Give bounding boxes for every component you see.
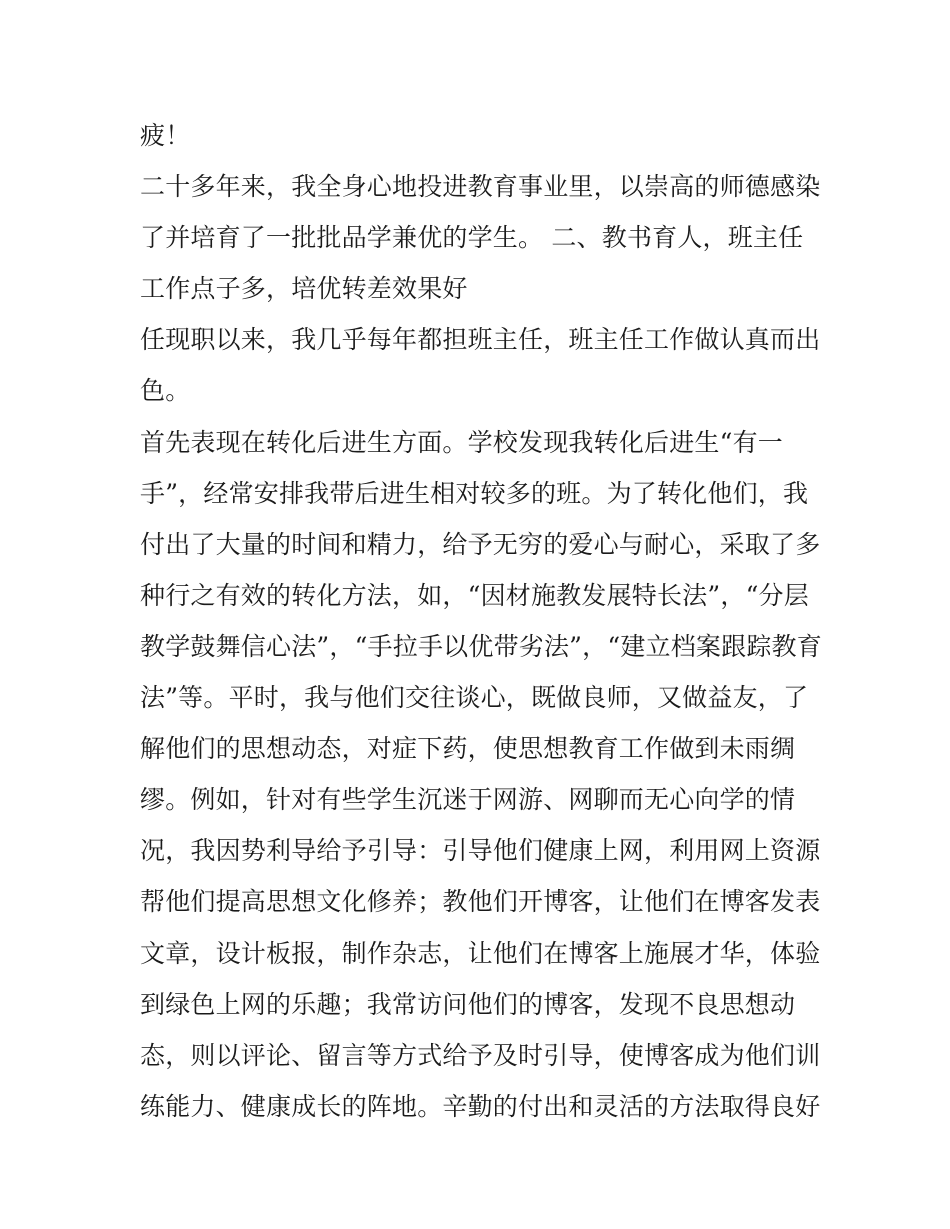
text-line: 手”，经常安排我带后进生相对较多的班。为了转化他们，我 (140, 478, 809, 508)
text-line: 二十多年来，我全身心地投进教育事业里，以崇高的师德感染 (140, 172, 821, 202)
text-line: 到绿色上网的乐趣；我常访问他们的博客，发现不良思想动 (140, 989, 796, 1019)
text-line: 首先表现在转化后进生方面。学校发现我转化后进生“有一 (140, 427, 783, 457)
text-line: 色。 (140, 376, 191, 406)
text-line: 了并培育了一批批品学兼优的学生。 二、教书育人，班主任 (140, 223, 804, 253)
text-line: 法”等。平时，我与他们交往谈心，既做良师，又做益友，了 (140, 683, 809, 713)
text-line: 疲！ (140, 121, 191, 150)
text-line: 任现职以来，我几乎每年都担班主任，班主任工作做认真而出 (140, 325, 821, 355)
text-line: 缪。例如，针对有些学生沉迷于网游、网聊而无心向学的情 (140, 785, 796, 815)
text-line: 付出了大量的时间和精力，给予无穷的爱心与耐心，采取了多 (140, 529, 821, 559)
text-line: 教学鼓舞信心法”，“手拉手以优带劣法”，“建立档案跟踪教育 (140, 631, 822, 661)
document-body (140, 110, 830, 1132)
text-line: 帮他们提高思想文化修养；教他们开博客，让他们在博客发表 (140, 887, 821, 917)
text-line: 解他们的思想动态，对症下药，使思想教育工作做到未雨绸 (140, 734, 796, 764)
text-line: 工作点子多，培优转差效果好 (140, 274, 468, 304)
text-line: 种行之有效的转化方法，如，“因材施教发展特长法”，“分层 (140, 580, 809, 610)
text-line: 况，我因势利导给予引导：引导他们健康上网，利用网上资源 (140, 836, 821, 866)
text-line: 练能力、健康成长的阵地。辛勤的付出和灵活的方法取得良好 (140, 1091, 821, 1121)
text-line: 态，则以评论、留言等方式给予及时引导，使博客成为他们训 (140, 1040, 821, 1070)
text-line: 文章，设计板报，制作杂志，让他们在博客上施展才华，体验 (140, 938, 821, 968)
